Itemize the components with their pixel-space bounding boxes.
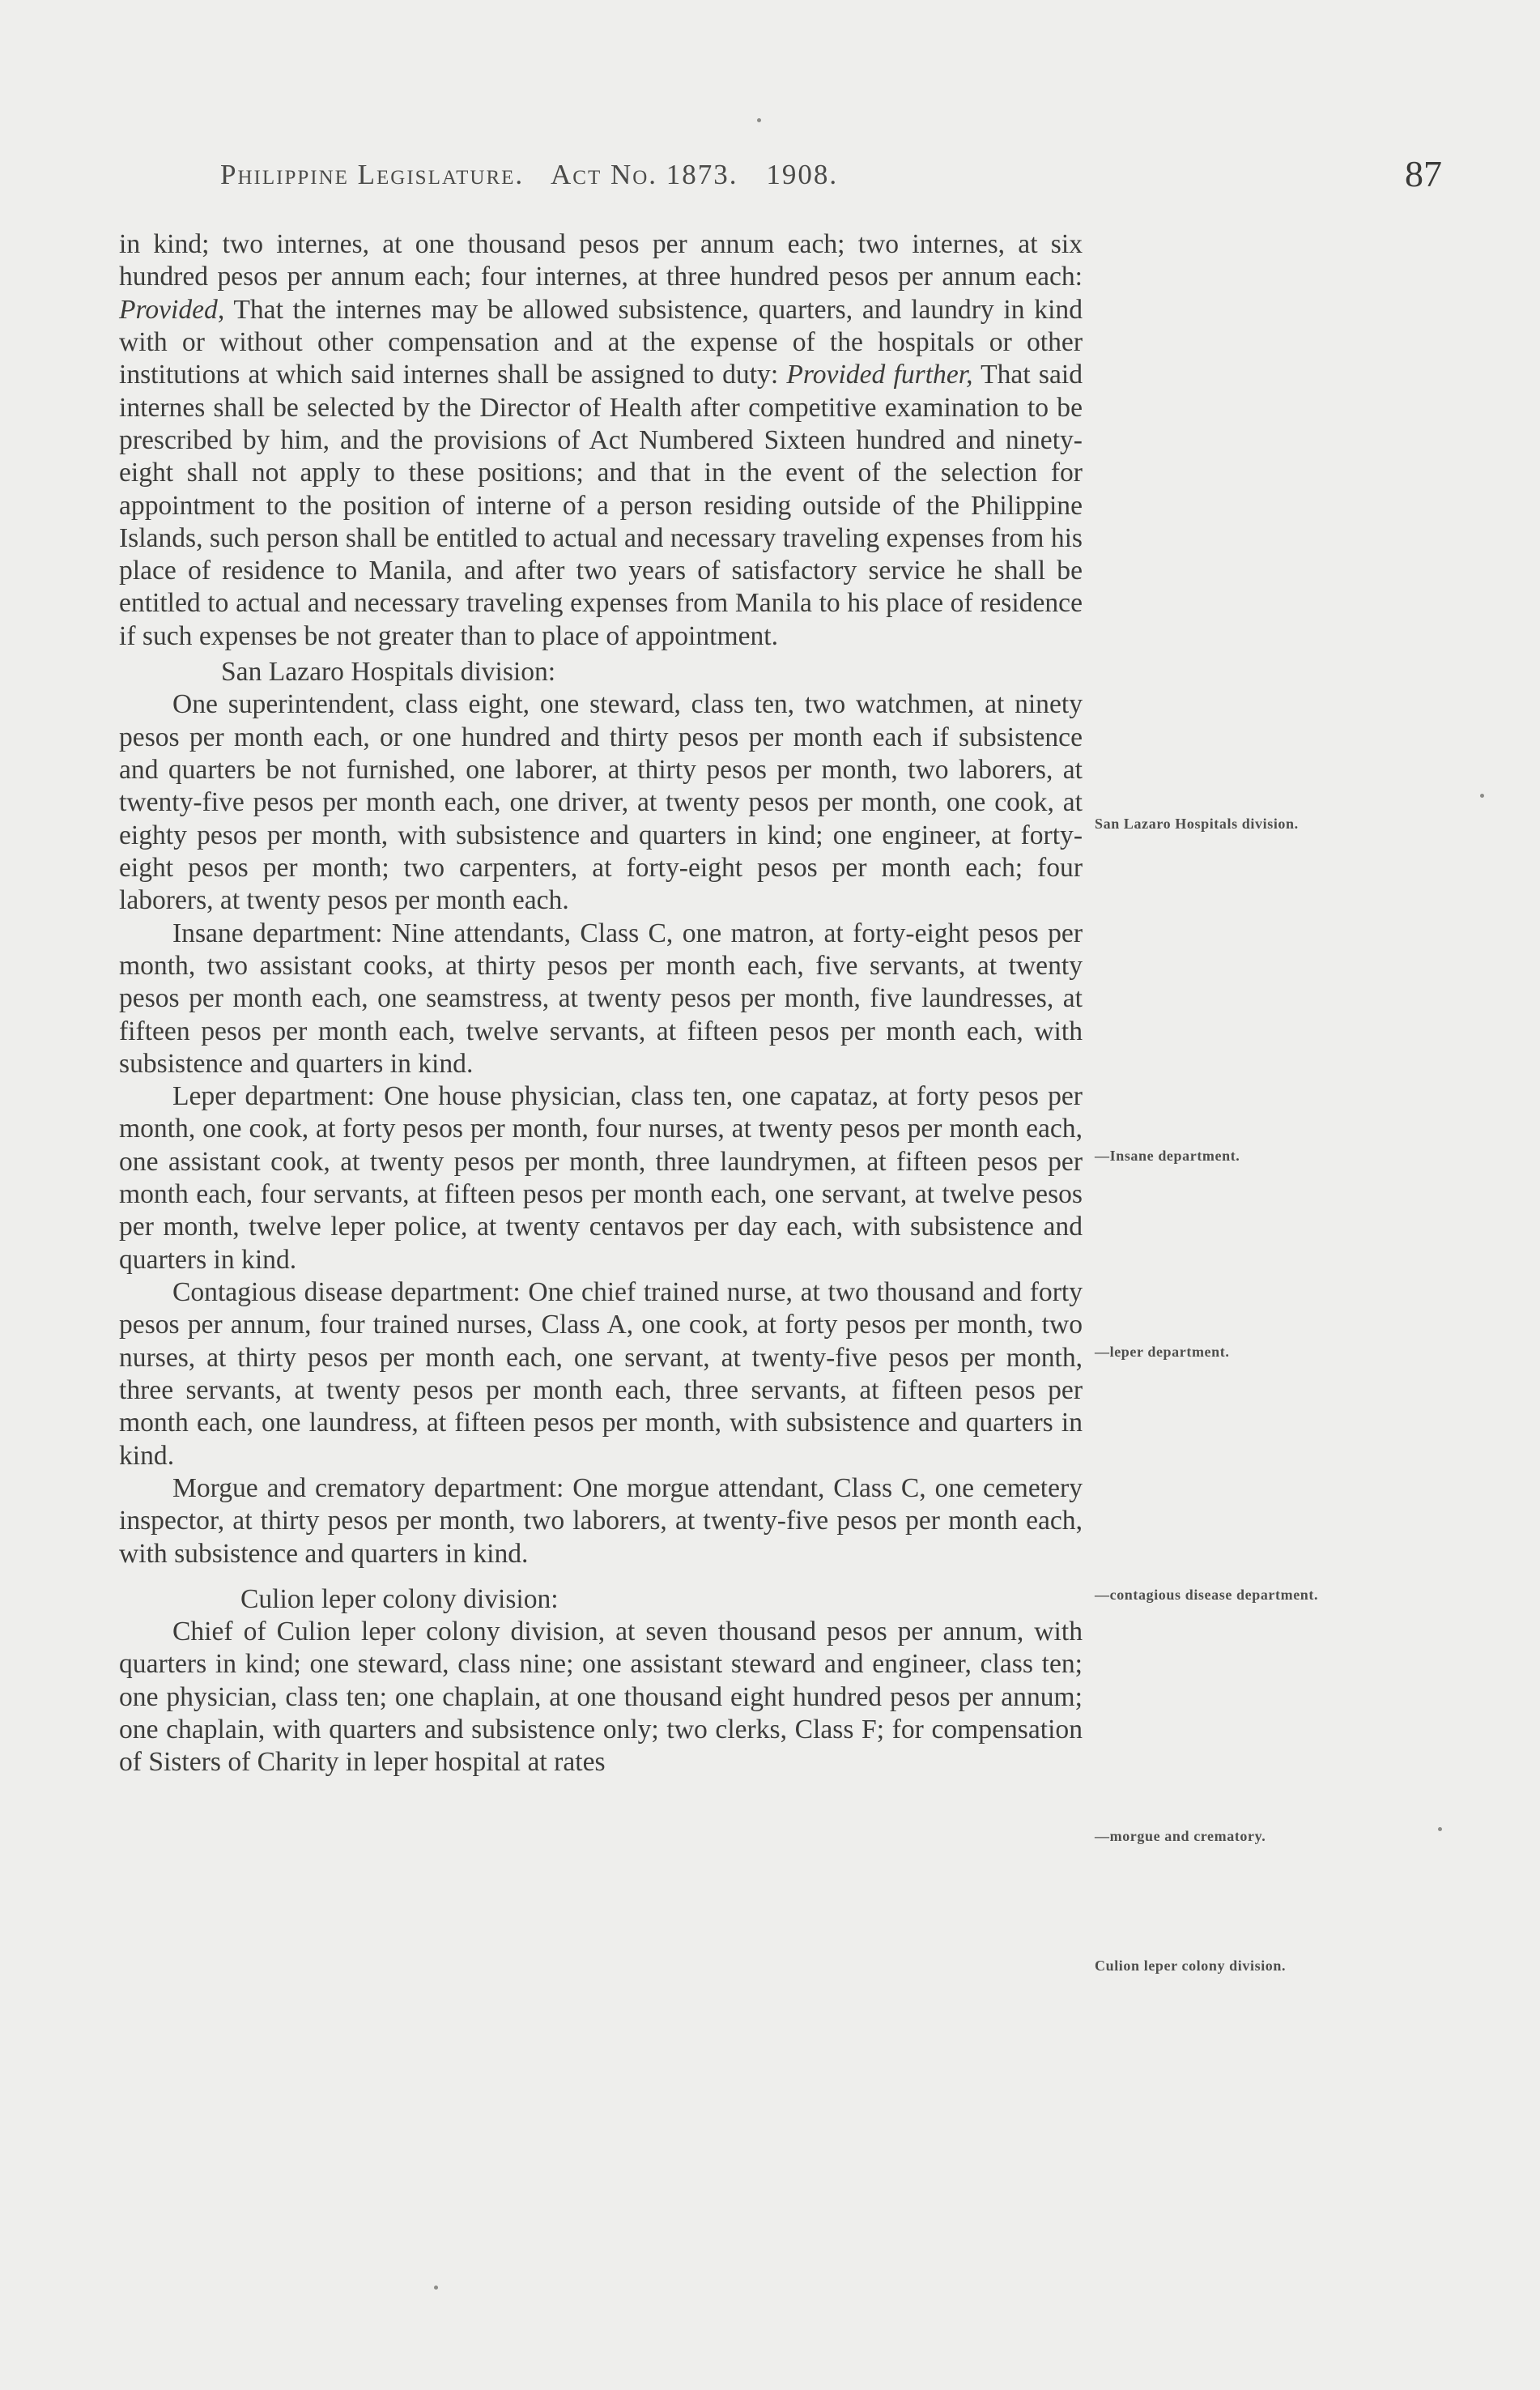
text-segment: That said internes shall be selected by the Director of Health after competitive examination to be prescribed by him, and the provisions of Act Numbered Sixteen hundred and ninety-eight shall not apply to these positions; and that in the event of the selection for appointment to the position of interne of a person residing outside of the Philippine Islands, such person shall be entitled to actual and necessary traveling expenses from his place of residence to Manila, and after two years of satisfactory service he shall be entitled to actual and necessary traveling expenses from Manila to his place of residence if such expenses be not greater than to place of appointment.: [119, 360, 1083, 651]
paper-speck: [1438, 1827, 1442, 1831]
running-header: [220, 159, 1111, 191]
margin-note-contagious: —contagious disease department.: [1095, 1587, 1319, 1603]
header-year: 1908.: [766, 159, 839, 190]
leper-paragraph: Leper department: One house physician, class ten, one capataz, at forty pesos per month, one cook, at forty pesos per month, four nurses, at twenty pesos per month each, one assistant cook, at twenty pesos per month, three laundrymen, at fifteen pesos per month each, four servants, at fifteen pesos per month each, one servant, at twelve pesos per month, twelve leper police, at twenty centavos per day each, with subsistence and quarters in kind.: [119, 1081, 1083, 1275]
culion-heading: Culion leper colony division:: [240, 1583, 559, 1614]
paragraph-internes: [119, 228, 1083, 653]
margin-note-morgue: —morgue and crematory.: [1095, 1828, 1266, 1844]
paper-speck: [757, 118, 761, 122]
provided-italic: Provided,: [119, 294, 225, 325]
body-text: [119, 228, 1083, 1779]
paper-speck: [1480, 794, 1484, 798]
page-number: 87: [1405, 153, 1442, 194]
header-act: Act No. 1873.: [551, 159, 738, 190]
text-segment: in kind; two internes, at one thousand pesos per annum each; two internes, at six hundred pesos per annum each; four internes, at three hundred pesos per annum each:: [119, 229, 1083, 292]
header-title: Philippine Legislature.: [220, 159, 525, 190]
paper-speck: [434, 2286, 438, 2290]
text-segment: That the internes may be allowed subsistence, quarters, and laundry in kind with or without other compensation and at the expense of the hospitals or other institutions at which said internes shall be assigned to duty:: [119, 294, 1083, 390]
margin-note-leper: —leper department.: [1095, 1344, 1230, 1360]
contagious-paragraph: Contagious disease department: One chief trained nurse, at two thousand and forty pesos per annum, four trained nurses, Class A, one cook, at forty pesos per month, two nurses, at thirty pesos per month each, one servant, at twenty-five pesos per month, three servants, at twenty pesos per month each, three servants, at fifteen pesos per month each, one laundress, at fifteen pesos per month, with subsistence and quarters in kind.: [119, 1277, 1083, 1471]
morgue-paragraph: Morgue and crematory department: One morgue attendant, Class C, one cemetery inspector, at thirty pesos per month, two laborers, at twenty-five pesos per month each, with subsistence and quarters in kind.: [119, 1472, 1083, 1569]
margin-note-san-lazaro: San Lazaro Hospitals division.: [1095, 816, 1299, 832]
insane-paragraph: Insane department: Nine attendants, Class C, one matron, at forty-eight pesos per month, two assistant cooks, at thirty pesos per month each, five servants, at twenty pesos per month each, one seamstress, at twenty pesos per month, five laundresses, at fifteen pesos per month each, twelve servants, at fifteen pesos per month each, with subsistence and quarters in kind.: [119, 918, 1083, 1079]
provided-further-italic: Provided further,: [786, 360, 973, 390]
margin-note-insane: —Insane department.: [1095, 1148, 1240, 1164]
san-lazaro-heading: San Lazaro Hospitals division:: [221, 657, 556, 688]
culion-paragraph: Chief of Culion leper colony division, at seven thousand pesos per annum, with quarters in kind; one steward, class nine; one assistant steward and engineer, class ten; one physician, class ten; one chaplain, at one thousand eight hundred pesos per annum; one chaplain, with quarters and subsistence only; two clerks, Class F; for compensation of Sisters of Charity in leper hospital at rates: [119, 1617, 1083, 1778]
margin-note-culion: Culion leper colony division.: [1095, 1958, 1287, 1974]
san-lazaro-paragraph: One superintendent, class eight, one steward, class ten, two watchmen, at ninety pesos per month each, or one hundred and thirty pesos per month each if subsistence and quarters be not furnished, one laborer, at thirty pesos per month, two laborers, at twenty-five pesos per month each, one driver, at twenty pesos per month, one cook, at eighty pesos per month, with subsistence and quarters in kind; one engineer, at forty-eight pesos per month; two carpenters, at forty-eight pesos per month each; four laborers, at twenty pesos per month each.: [119, 689, 1083, 916]
